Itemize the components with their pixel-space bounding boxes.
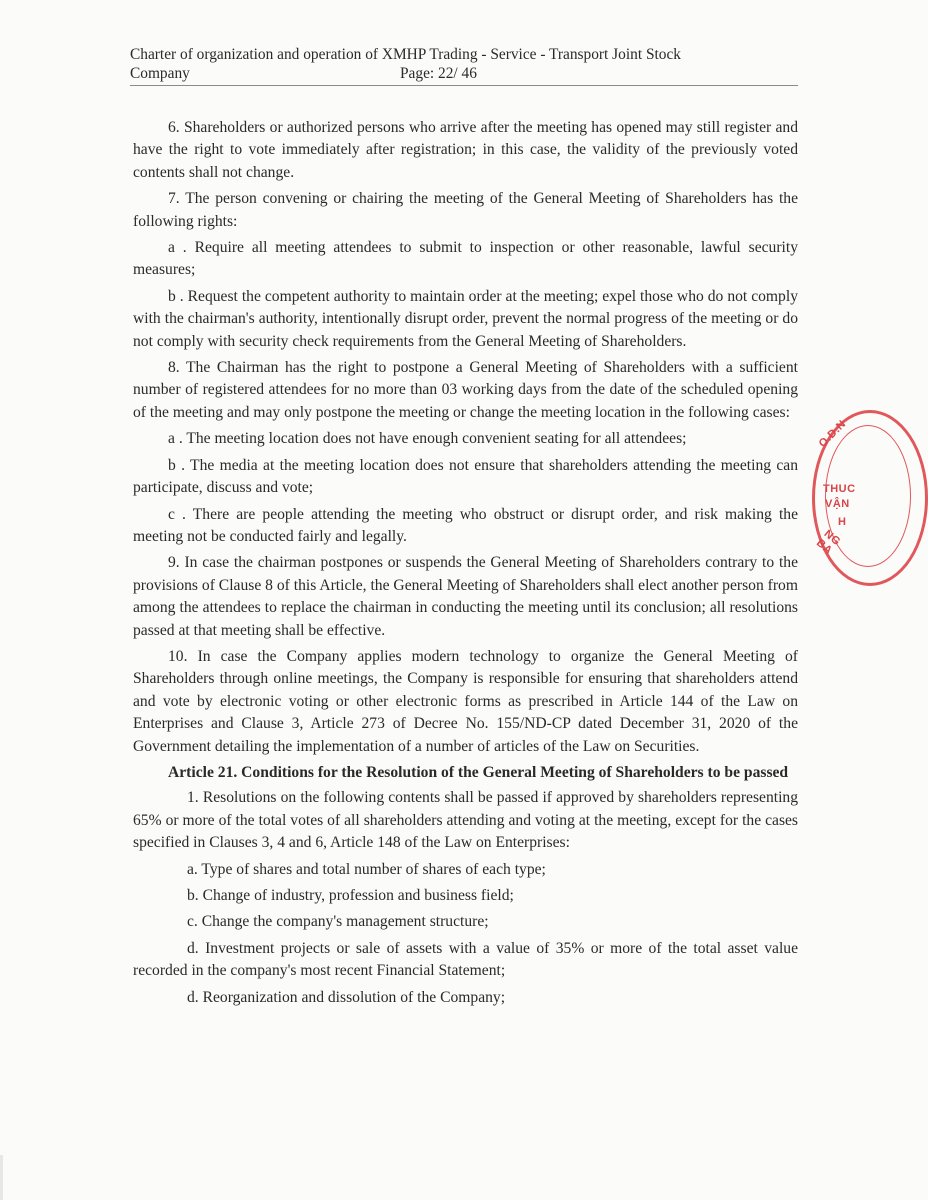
article-21-heading: Article 21. Conditions for the Resolution of the General Meeting of Shareholders to be passed	[168, 763, 789, 781]
page-header	[130, 45, 798, 86]
paragraph-clause-6: 6. Shareholders or authorized persons who arrive after the meeting has opened may still register and have the right to vote immediately after registration; in this case, the validity of the previously voted contents shall not change.	[133, 119, 798, 181]
paragraph-clause-10: 10. In case the Company applies modern technology to organize the General Meeting of Shareholders through online meetings, the Company is responsible for ensuring that shareholders attend and vote by electronic voting or other electronic forms as prescribed in Article 144 of the Law on Enterprises and Clause 3, Article 273 of Decree No. 155/ND-CP dated December 31, 2020 of the Government detailing the implementation of a number of articles of the Law on Securities.	[133, 647, 798, 755]
page-number: Page: 22/ 46	[400, 65, 477, 82]
paragraph-article21-clause-1: 1. Resolutions on the following contents shall be passed if approved by shareholders representing 65% or more of the total votes of all shareholders attending and voting at the meeting, except for the cases specified in Clauses 3, 4 and 6, Article 148 of the Law on Enterprises:	[133, 789, 798, 852]
list-item-b: b. Change of industry, profession and business field;	[187, 887, 514, 904]
paragraph-clause-8: 8. The Chairman has the right to postpone a General Meeting of Shareholders with a sufficient number of registered attendees for no more than 03 working days from the date of the scheduled opening of the meeting and may only postpone the meeting or change the meeting location in the following cases:	[133, 359, 798, 421]
document-body	[133, 117, 798, 1013]
scan-edge-mark	[0, 1155, 3, 1200]
paragraph-clause-7: 7. The person convening or chairing the meeting of the General Meeting of Shareholders has the following rights:	[133, 190, 798, 230]
paragraph-clause-8c: c . There are people attending the meeting who obstruct or disrupt order, and risk making the meeting not be conducted fairly and legally.	[133, 505, 798, 545]
paragraph-clause-8a: a . The meeting location does not have enough convenient seating for all attendees;	[168, 430, 687, 448]
paragraph-clause-8b: b . The media at the meeting location does not ensure that shareholders attending the meeting can participate, discuss and vote;	[133, 456, 798, 497]
paragraph-clause-7a: a . Require all meeting attendees to submit to inspection or other reasonable, lawful security measures;	[133, 239, 798, 279]
header-company: Company	[130, 65, 190, 82]
header-title: Charter of organization and operation of XMHP Trading - Service - Transport Joint Stock	[130, 46, 682, 63]
seal-text-3: VẬN	[825, 498, 850, 510]
list-item-c: c. Change the company's management structure;	[187, 913, 489, 931]
list-item-d: d. Investment projects or sale of assets with a value of 35% or more of the total asset value recorded in the company's most recent Financial Statement;	[133, 939, 798, 980]
paragraph-clause-7b: b . Request the competent authority to maintain order at the meeting; expel those who do not comply with the chairman's authority, intentionally disrupt order, prevent the normal progress of the meeting or do not comply with security check requirements from the General Meeting of Shareholders.	[133, 287, 798, 350]
seal-text-1: O.D.N	[816, 418, 849, 450]
seal-text-5: NG BA	[813, 527, 843, 558]
list-item-d-2: d. Reorganization and dissolution of the Company;	[187, 988, 506, 1006]
paragraph-clause-9: 9. In case the chairman postpones or suspends the General Meeting of Shareholders contrary to the provisions of Clause 8 of this Article, the General Meeting of Shareholders shall elect another person from among the attendees to replace the chairman in conducting the meeting until its conclusion; all resolutions passed at that meeting shall be effective.	[133, 554, 798, 639]
header-second-line	[130, 64, 798, 83]
list-item-a: a. Type of shares and total number of shares of each type;	[187, 860, 546, 878]
seal-text-4: H	[838, 516, 847, 528]
seal-text-2: THUC	[823, 483, 856, 495]
